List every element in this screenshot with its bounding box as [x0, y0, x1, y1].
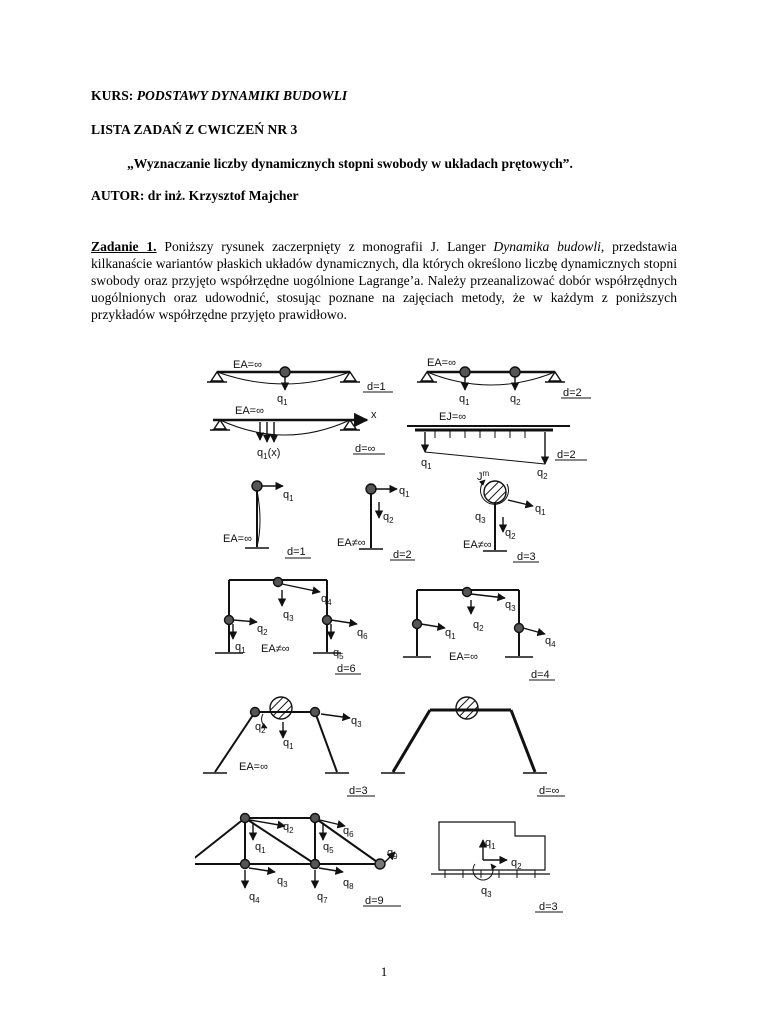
- lbl-q2-j: $q_2$: [283, 821, 294, 835]
- lbl-ea-3: EA=∞: [235, 405, 264, 417]
- lbl-d9: d=9: [365, 895, 384, 907]
- lbl-q1-f: $q_1$: [535, 503, 546, 517]
- lbl-q1-i: $q_1$: [283, 737, 294, 751]
- lbl-ea-neq-3: EA≠∞: [261, 643, 290, 655]
- lbl-q1-e: $q_1$: [399, 485, 410, 499]
- lbl-ea-5: EA=∞: [449, 651, 478, 663]
- lbl-ea-2: EA=∞: [427, 357, 456, 369]
- lbl-q3-h: $q_3$: [505, 599, 516, 613]
- task-text-a: Poniższy rysunek zaczerpnięty z monografii J. Langer: [156, 239, 494, 254]
- figure-labels: [223, 357, 582, 913]
- lbl-dinf-b: d=∞: [539, 785, 560, 797]
- lbl-d3-b: d=3: [349, 785, 368, 797]
- lbl-q1-a: $q_1$: [277, 393, 288, 407]
- lbl-q6-g: $q_6$: [357, 627, 368, 641]
- lbl-d4: d=4: [531, 669, 550, 681]
- lbl-d6: d=6: [337, 663, 356, 675]
- lbl-q3-g: $q_3$: [283, 609, 294, 623]
- lbl-q1-d: $q_1$: [283, 489, 294, 503]
- lbl-q6-j: $q_6$: [343, 825, 354, 839]
- book-title: Dynamika budowli: [493, 239, 601, 254]
- lbl-ea-6: EA=∞: [239, 761, 268, 773]
- lbl-d2-a: d=2: [563, 387, 582, 399]
- lbl-q2-c: $q_2$: [537, 467, 548, 481]
- task-paragraph: [91, 238, 677, 323]
- lbl-ea-neq-1: EA≠∞: [337, 537, 366, 549]
- task-text-b: , przedstawia kilkanaście wariantów płaskich układów dynamicznych, dla których określono liczbę dynamicznych stopni swobody oraz przyjęto współrzędne uogólnione Lagrange’a. Należy przeanalizować dobór współrzędnych uogólnionych oraz udowodnić, stosując poznane na zajęciach metody, że w każdym z poniższych przykładów współrzędne przyjęto prawidłowo.: [91, 239, 678, 322]
- sys-frame-4dof: [403, 588, 555, 681]
- lbl-d3-a: d=3: [517, 551, 536, 563]
- page-number: 1: [380, 964, 388, 979]
- lbl-q1-h: $q_1$: [445, 627, 456, 641]
- lbl-ea-4: EA=∞: [223, 533, 252, 545]
- lbl-q1-g: $q_1$: [235, 641, 246, 655]
- lbl-ea-neq-2: EA≠∞: [463, 539, 492, 551]
- course-line: [91, 88, 347, 104]
- lbl-qx: $q_1(x)$: [257, 447, 281, 461]
- lbl-d2-b: d=2: [557, 449, 576, 461]
- lbl-q1-k: $q_1$: [485, 837, 496, 851]
- lbl-d3-c: d=3: [539, 901, 558, 913]
- lbl-q4-j: $q_4$: [249, 891, 260, 905]
- lbl-q5-g: $q_5$: [333, 647, 344, 661]
- lbl-q3-j: $q_3$: [277, 875, 288, 889]
- lbl-q4-h: $q_4$: [545, 635, 556, 649]
- lbl-q5-j: $q_5$: [323, 841, 334, 855]
- lbl-q2-i: $q_2$: [255, 721, 266, 735]
- lbl-q1-c: $q_1$: [421, 457, 432, 471]
- lbl-q2-k: $q_2$: [511, 857, 522, 871]
- lbl-q3-k: $q_3$: [481, 885, 492, 899]
- course-title: PODSTAWY DYNAMIKI BUDOWLI: [136, 88, 348, 103]
- lbl-q1-b: $q_1$: [459, 393, 470, 407]
- sys-rigid-block: [431, 822, 563, 912]
- sys-portal-continuous: [381, 697, 565, 796]
- course-label: KURS:: [91, 88, 134, 103]
- lbl-dinf-a: d=∞: [355, 443, 376, 455]
- lbl-q2-g: $q_2$: [257, 623, 268, 637]
- task-label: Zadanie 1.: [91, 239, 157, 254]
- sys-truss-9dof: [195, 814, 401, 907]
- lbl-q8-j: $q_8$: [343, 877, 354, 891]
- lbl-jm: $J^m$: [477, 469, 490, 483]
- lbl-q4-g: $q_4$: [321, 593, 332, 607]
- lbl-ea-1: EA=∞: [233, 359, 262, 371]
- lbl-x: x: [371, 409, 377, 421]
- lbl-q2-f: $q_2$: [505, 527, 516, 541]
- lbl-q2-h: $q_2$: [473, 619, 484, 633]
- lbl-q1-j: $q_1$: [255, 841, 266, 855]
- lbl-q2-b: $q_2$: [510, 393, 521, 407]
- list-title: LISTA ZADAŃ Z CWICZEŃ NR 3: [91, 122, 298, 137]
- lbl-q9-j: $q_9$: [387, 847, 398, 861]
- lbl-q2-e: $q_2$: [383, 511, 394, 525]
- lbl-q7-j: $q_7$: [317, 891, 328, 905]
- lbl-ej: EJ=∞: [439, 411, 467, 423]
- lbl-d1-b: d=1: [287, 546, 306, 558]
- lbl-d2-c: d=2: [393, 549, 412, 561]
- lbl-q3-i: $q_3$: [351, 715, 362, 729]
- lbl-d1-a: d=1: [367, 381, 386, 393]
- figure-dynamic-systems: [195, 352, 595, 917]
- author-line: AUTOR: dr inż. Krzysztof Majcher: [91, 188, 299, 203]
- topic-title: „Wyznaczanie liczby dynamicznych stopni swobody w układach prętowych”.: [127, 156, 573, 171]
- lbl-q3-f: $q_3$: [475, 511, 486, 525]
